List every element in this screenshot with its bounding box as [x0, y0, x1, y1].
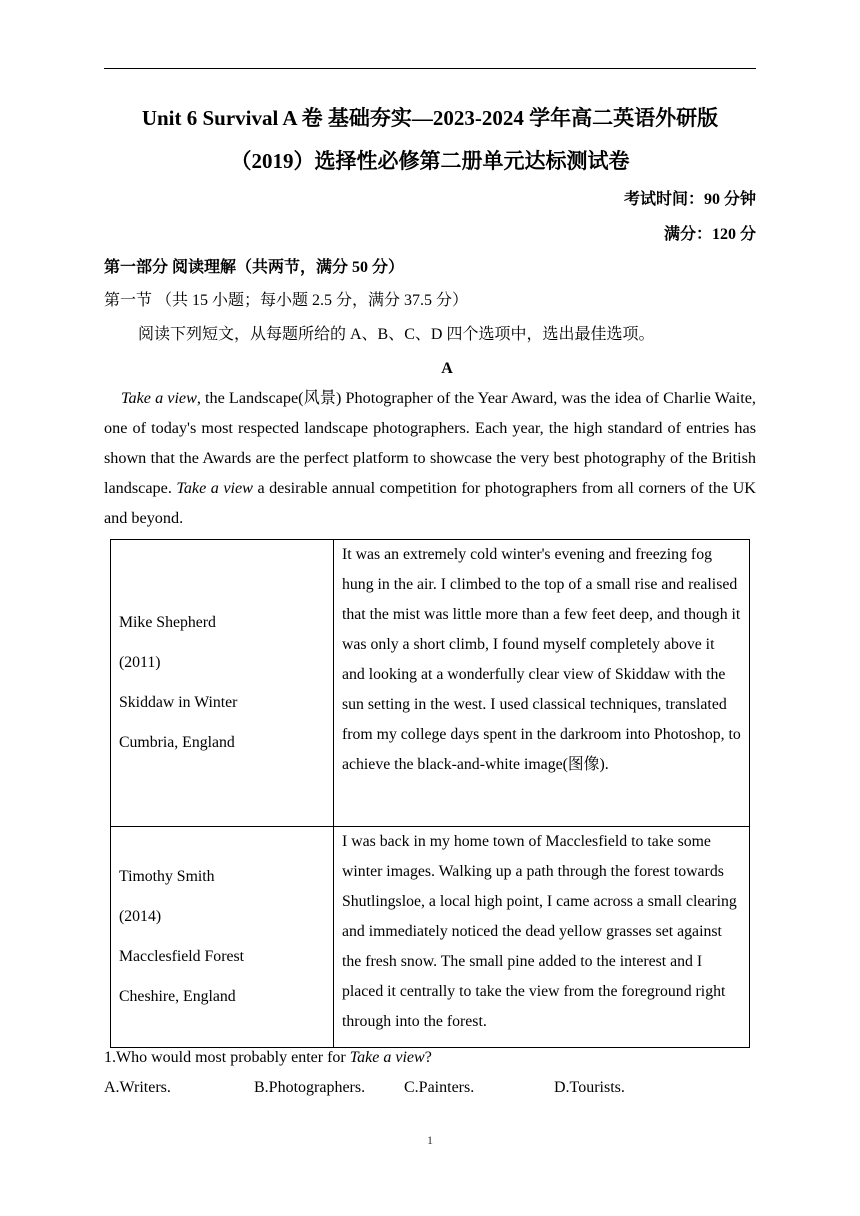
- question-1-prefix: 1.Who would most probably enter for: [104, 1049, 350, 1066]
- option-a[interactable]: A.Writers.: [104, 1079, 171, 1096]
- option-b[interactable]: B.Photographers.: [254, 1079, 366, 1096]
- photographer-name: Mike Shepherd: [119, 614, 216, 631]
- entry-description: I was back in my home town of Macclesfield to take some winter images. Walking up a path through the forest towards Shutlingsloe, a local high point, I came across a small clearing and immediately noticed the dead yellow grasses set against the fresh snow. The small pine added to the interest and I placed it centrally to take the view from the foreground right through into the forest.: [342, 833, 737, 1030]
- reading-instruction: 阅读下列短文，从每题所给的 A、B、C、D 四个选项中，选出最佳选项。: [138, 326, 655, 343]
- section1-heading: 第一节 （共 15 小题；每小题 2.5 分，满分 37.5 分）: [104, 292, 469, 309]
- exam-time: 考试时间：90 分钟: [623, 191, 756, 208]
- passage-intro: [104, 383, 756, 533]
- photo-title: Skiddaw in Winter: [119, 694, 238, 711]
- question-1-stem: [104, 1048, 432, 1068]
- table-row: [111, 540, 750, 827]
- entry-meta-cell: [111, 827, 334, 1048]
- title-line-1: Unit 6 Survival A 卷 基础夯实—2023-2024 学年高二英语外研版: [141, 106, 719, 130]
- competition-title-2: Take a view: [176, 479, 253, 497]
- entry-description-cell: [334, 540, 750, 827]
- intro-text-end: a desirable annual competition for photographers from all corners of the UK and beyond.: [104, 479, 756, 527]
- entry-description-cell: [334, 827, 750, 1048]
- entries-table: [110, 539, 750, 1048]
- title-line-2: （2019）选择性必修第二册单元达标测试卷: [230, 149, 630, 173]
- intro-text: , the Landscape(风景) Photographer of the Year Award, was the idea of Charlie Waite, one of today's most respected landscape photographers. Each year, the high standard of entries has shown that the Awards are the perfect platform to showcase the very best photography of the British landscape.: [104, 389, 756, 497]
- table-row: [111, 827, 750, 1048]
- part1-heading: 第一部分 阅读理解（共两节，满分 50 分）: [104, 259, 405, 276]
- full-score: 满分：120 分: [663, 226, 756, 243]
- entry-year: (2014): [119, 908, 162, 925]
- question-1-suffix: ?: [424, 1049, 432, 1066]
- option-d[interactable]: D.Tourists.: [554, 1079, 625, 1096]
- photo-region: Cumbria, England: [119, 734, 235, 751]
- header-rule: [104, 68, 756, 69]
- page-number: 1: [427, 1133, 433, 1147]
- entry-meta-cell: [111, 540, 334, 827]
- passage-label: A: [441, 360, 453, 377]
- photo-title: Macclesfield Forest: [119, 948, 245, 965]
- competition-title: Take a view: [121, 389, 197, 407]
- question-1-title: Take a view: [349, 1049, 425, 1066]
- photographer-name: Timothy Smith: [119, 868, 215, 885]
- entry-description: It was an extremely cold winter's evening and freezing fog hung in the air. I climbed to the top of a small rise and realised that the mist was little more than a few feet deep, and though it was only a short climb, I found myself completely above it and looking at a wonderfully clear view of Skiddaw with the sun setting in the west. I used classical techniques, translated from my college days spent in the darkroom into Photoshop, to achieve the black-and-white image(图像).: [342, 546, 741, 773]
- entry-year: (2011): [119, 654, 161, 671]
- option-c[interactable]: C.Painters.: [404, 1079, 475, 1096]
- photo-region: Cheshire, England: [119, 988, 236, 1005]
